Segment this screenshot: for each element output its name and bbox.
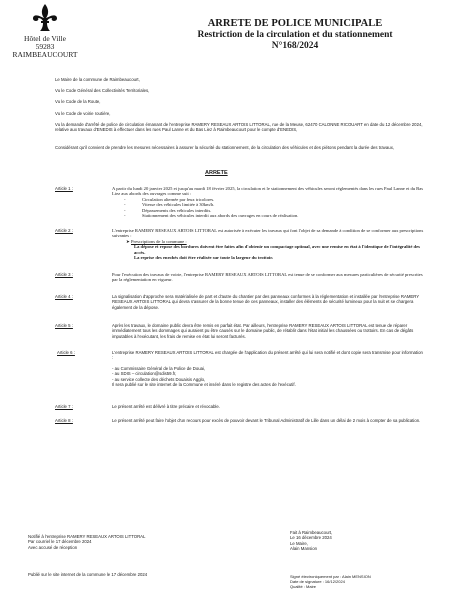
list-item: - au SDIS – circulation@sdis59.fr, [112, 371, 177, 377]
article-6-tail: Il sera publié sur le site internet de la Commune et inséré dans le registre des actes de l'exécutif. [112, 382, 296, 388]
article-2-label: Article 2 : [55, 228, 73, 233]
signature-block [290, 530, 430, 552]
preamble-vu-cgct: Vu le Code Général des Collectivités Territoriales, [55, 88, 150, 93]
fleur-de-lis-icon [29, 2, 61, 34]
notification-line-3: Avec accusé de réception [28, 544, 78, 550]
prescriptions-label: Prescriptions de la commune : [131, 238, 187, 244]
preamble-vu-demande: Vu la demande d'arrêté de police de circulation émanant de l'entreprise RAMERY RESEAUX ARTOIS LITTORAL, rue de la Meuse, 62470 CALONNE RICOUART en date du 12 décembre 2024, relative aux travaux d'ENEDIS à effectuer dans les rues Paul Lanne et du Bas Liez à Raimbeaucourt pour le compte d'ENEDIS, [55, 122, 423, 133]
logo-line-1: Hôtel de Ville [24, 34, 66, 43]
list-item: - au service collecte des déchets Douaisis Agglo, [112, 376, 206, 382]
list-item: - Circulation alternée par feux tricolores. [142, 197, 424, 202]
document-subtitle: Restriction de la circulation et du stationnement [197, 30, 393, 40]
preamble-vu-voirie: Vu le Code de voirie routière, [55, 111, 111, 116]
fait-a: Fait à Raimbeaucourt, [290, 530, 333, 535]
article-8-label: Article 8 : [55, 418, 73, 423]
article-2-intro: L'entreprise RAMERY RESEAUX ARTOIS LITTORAL est autorisée à exécuter les travaux qui font l'objet de sa demande à condition de se conformer aux prescriptions suivantes : [112, 228, 424, 239]
article-2-text [112, 228, 424, 260]
list-item: - Vitesse des véhicules limitée à 30km/h. [142, 202, 424, 207]
article-2-prescription-2: La reprise des enrobés doit être réalisée sur toute la largeur du trottoir. [134, 255, 274, 261]
signature-signer: Signé électroniquement par : Alain MENSION [290, 574, 371, 579]
document-title-block [185, 18, 405, 52]
article-3-label: Article 3 : [55, 272, 73, 277]
article-1-intro: A partir du lundi 20 janvier 2025 et jusqu'au mardi 18 février 2025, la circulation et le stationnement des véhicules seront réglementés dans les rues Paul Lanne et du Bas Liez aux abords des ouvrages comme suit : [112, 186, 424, 197]
article-5-text: Après les travaux, le domaine public devra être remis en parfait état. Par ailleurs, l'entreprise RAMERY RESEAUX ARTOIS LITTORAL est tenue de réparer immédiatement tous les dommages qui auraient pu être causés sur le domaine public, de rétablir dans l'état initial les chaussées ou trottoirs. En cas de dégâts imputables à l'exécutant, les frais de remise en état lui seront facturés. [112, 323, 414, 339]
article-8-text: Le présent arrêté peut faire l'objet d'un recours pour excès de pouvoir devant le Tribunal Administratif de Lille dans un délai de 2 mois à compter de sa publication. [112, 418, 421, 423]
article-2-prescription-1: La dépose et repose des bordures doivent être faites afin d'obtenir un compactage optimal, avec une remise en état à l'identique de l'intégralité des accès. [134, 244, 420, 255]
preamble-maire: Le Maire de la commune de Raimbeaucourt, [55, 77, 140, 82]
electronic-signature [290, 574, 440, 589]
maire-title: Le Maire, [290, 540, 308, 546]
article-1-label: Article 1 : [55, 186, 73, 191]
preamble-considerant: Considérant qu'il convient de prendre les mesures nécessaires à assurer la sécurité du stationnement, de la circulation des véhicules et des piétons pendant la durée des travaux, [55, 145, 395, 150]
town-logo [10, 2, 80, 59]
notification-block [28, 534, 228, 550]
article-5-label: Article 5 : [55, 323, 73, 328]
publication-note: Publié sur le site internet de la commune le 17 décembre 2024 [28, 572, 148, 577]
article-3-text: Pour l'exécution des travaux de voirie, l'entreprise RAMERY RESEAUX ARTOIS LITTORAL est tenue de se conformer aux mesures particulières de sécurité prescrites par la réglementation en vigueur. [112, 272, 423, 283]
notification-line-1: Notifié à l'entreprise RAMERY RESEAUX ARTOIS LITTORAL [28, 534, 146, 539]
article-4-text: La signalisation d'approche sera matérialisée de part et d'autre du chantier par des panneaux conformes à la réglementation et installée par l'entreprise RAMERY RESEAUX ARTOIS LITTORAL qui devra s'assurer de la bonne tenue de ces panneaux, installer des éléments de sécurité lumineux pour la nuit et se chargera également de la dépose. [112, 294, 420, 310]
article-6-intro: L'entreprise RAMERY RESEAUX ARTOIS LITTORAL est chargée de l'application du présent arrêté qui lui sera notifié et dont copie sera transmise pour information : [112, 350, 423, 361]
article-1-text [112, 186, 424, 218]
arrete-heading: ARRETE [205, 170, 228, 176]
maire-name: Alain Mansion [290, 546, 317, 552]
article-7-label: Article 7 : [55, 404, 73, 409]
notification-line-2: Par courriel le 17 décembre 2024 [28, 539, 92, 545]
preamble-vu-code-route: Vu le Code de la Route, [55, 99, 101, 104]
article-2-bullet: ➤ Prescriptions de la commune : [126, 238, 187, 244]
signature-date: Le 16 décembre 2024 [290, 535, 332, 541]
article-6-text [112, 350, 424, 387]
list-item: - au Commissaire Général de la Police de Douai, [112, 365, 206, 371]
list-item: - Stationnement des véhicules interdit aux abords des ouvrages en cours de réalisation. [142, 213, 424, 218]
list-item: - Dépassements des véhicules interdits. [142, 208, 424, 213]
article-6-label: Article 6 : [57, 350, 75, 355]
logo-line-2: 59283 RAIMBEAUCOURT [12, 42, 78, 59]
signature-date-line: Date de signature : 16/12/2024 [290, 579, 345, 584]
document-title: ARRETE DE POLICE MUNICIPALE [207, 18, 383, 29]
article-1-list [112, 197, 424, 219]
document-number: N°168/2024 [271, 41, 319, 51]
article-4-label: Article 4 : [55, 294, 73, 299]
article-7-text: Le présent arrêté est délivré à titre précaire et révocable. [112, 404, 220, 409]
signature-quality: Qualité : Maire [290, 584, 317, 589]
